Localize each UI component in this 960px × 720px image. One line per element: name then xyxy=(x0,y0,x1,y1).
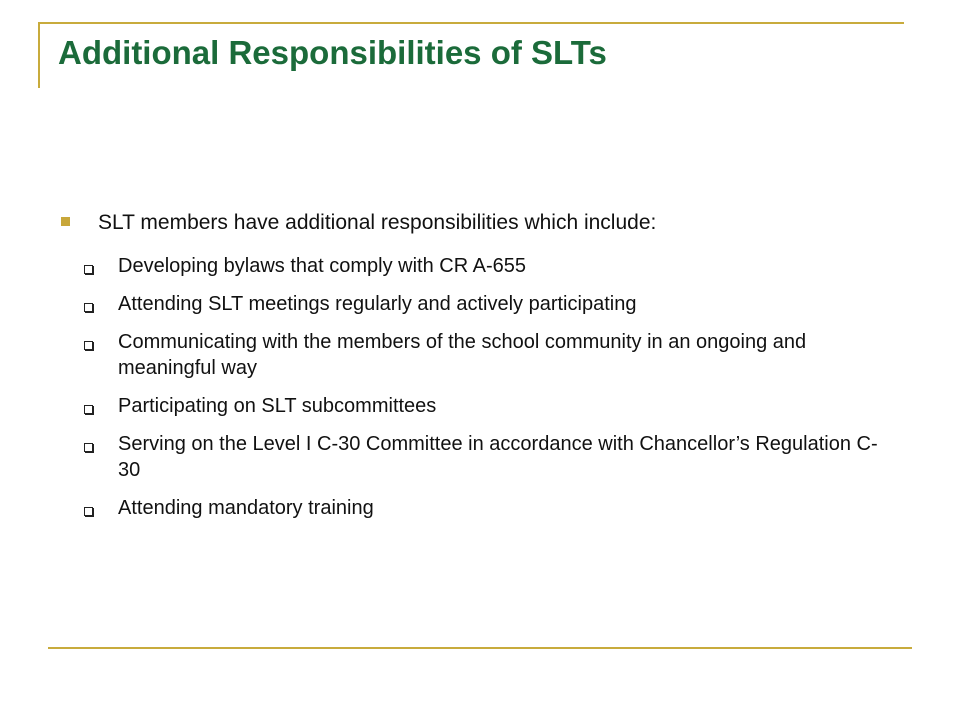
top-accent-line xyxy=(38,22,904,24)
checkbox-bullet-icon xyxy=(84,265,93,274)
square-bullet-icon xyxy=(61,217,70,226)
checkbox-bullet-icon xyxy=(84,443,93,452)
slide-title: Additional Responsibilities of SLTs xyxy=(58,34,607,71)
sub-bullet xyxy=(58,393,908,419)
sub-bullet xyxy=(58,495,908,521)
checkbox-bullet-icon xyxy=(84,405,93,414)
checkbox-bullet-icon xyxy=(84,507,93,516)
sub-bullet-text: Developing bylaws that comply with CR A-655 xyxy=(118,255,526,277)
sub-bullet-text: Attending mandatory training xyxy=(118,497,374,519)
sub-bullet xyxy=(58,291,908,317)
sub-bullet-text: Participating on SLT subcommittees xyxy=(118,395,437,417)
bullet-list xyxy=(58,208,908,533)
bottom-accent-line xyxy=(48,647,912,649)
sub-bullet-list xyxy=(58,253,908,521)
sub-bullet xyxy=(58,253,908,279)
sub-bullet-text: Attending SLT meetings regularly and actively participating xyxy=(118,293,637,315)
left-accent-line xyxy=(38,22,40,88)
sub-bullet-text: Communicating with the members of the school community in an ongoing and meaningful way xyxy=(118,331,807,379)
sub-bullet xyxy=(58,431,908,483)
checkbox-bullet-icon xyxy=(84,341,93,350)
sub-bullet-text: Serving on the Level I C-30 Committee in accordance with Chancellor’s Regulation C-30 xyxy=(118,433,878,481)
sub-bullet xyxy=(58,329,908,381)
main-bullet-text: SLT members have additional responsibilities which include: xyxy=(98,211,657,234)
main-bullet xyxy=(58,208,908,238)
checkbox-bullet-icon xyxy=(84,303,93,312)
